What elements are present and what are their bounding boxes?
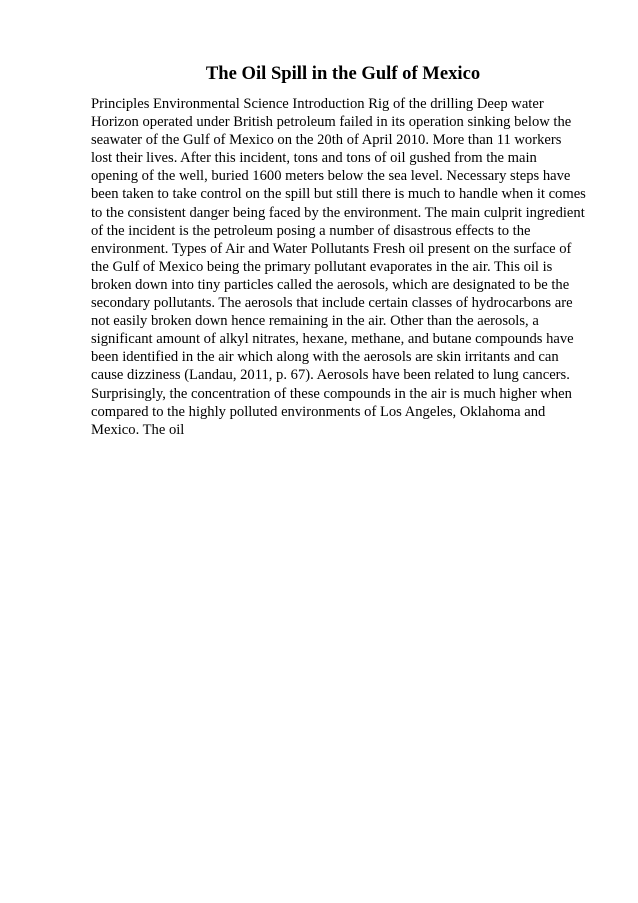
body-line: Horizon operated under British petroleum failed in its operation sinking below the xyxy=(91,114,572,131)
body-line: broken down into tiny particles called the aerosols, which are designated to be the xyxy=(91,276,570,293)
body-line: to the consistent danger being faced by the environment. The main culprit ingredient xyxy=(91,204,585,221)
body-line: significant amount of alkyl nitrates, hexane, methane, and butane compounds have xyxy=(91,331,574,348)
document-title: The Oil Spill in the Gulf of Mexico xyxy=(205,63,481,84)
body-line: cause dizziness (Landau, 2011, p. 67). Aerosols have been related to lung cancers. xyxy=(91,367,570,384)
body-line: Surprisingly, the concentration of these compounds in the air is much higher when xyxy=(91,385,572,402)
body-line: the Gulf of Mexico being the primary pollutant evaporates in the air. This oil is xyxy=(91,258,553,275)
body-line: environment. Types of Air and Water Pollutants Fresh oil present on the surface of xyxy=(91,240,572,257)
body-line: opening of the well, buried 1600 meters below the sea level. Necessary steps have xyxy=(91,168,571,185)
body-line: secondary pollutants. The aerosols that include certain classes of hydrocarbons are xyxy=(91,295,573,312)
body-line: seawater of the Gulf of Mexico on the 20th of April 2010. More than 11 workers xyxy=(91,132,562,149)
document-body xyxy=(91,95,638,439)
body-line: Mexico. The oil xyxy=(91,421,185,438)
body-line: not easily broken down hence remaining in the air. Other than the aerosols, a xyxy=(91,313,539,330)
body-line: Principles Environmental Science Introduction Rig of the drilling Deep water xyxy=(91,96,544,112)
body-line: compared to the highly polluted environments of Los Angeles, Oklahoma and xyxy=(91,403,546,420)
body-line: of the incident is the petroleum posing a number of disastrous effects to the xyxy=(91,222,531,239)
body-line: lost their lives. After this incident, tons and tons of oil gushed from the main xyxy=(91,150,537,167)
body-line: been taken to take control on the spill but still there is much to handle when it comes xyxy=(91,186,586,203)
body-line: been identified in the air which along with the aerosols are skin irritants and can xyxy=(91,349,559,366)
